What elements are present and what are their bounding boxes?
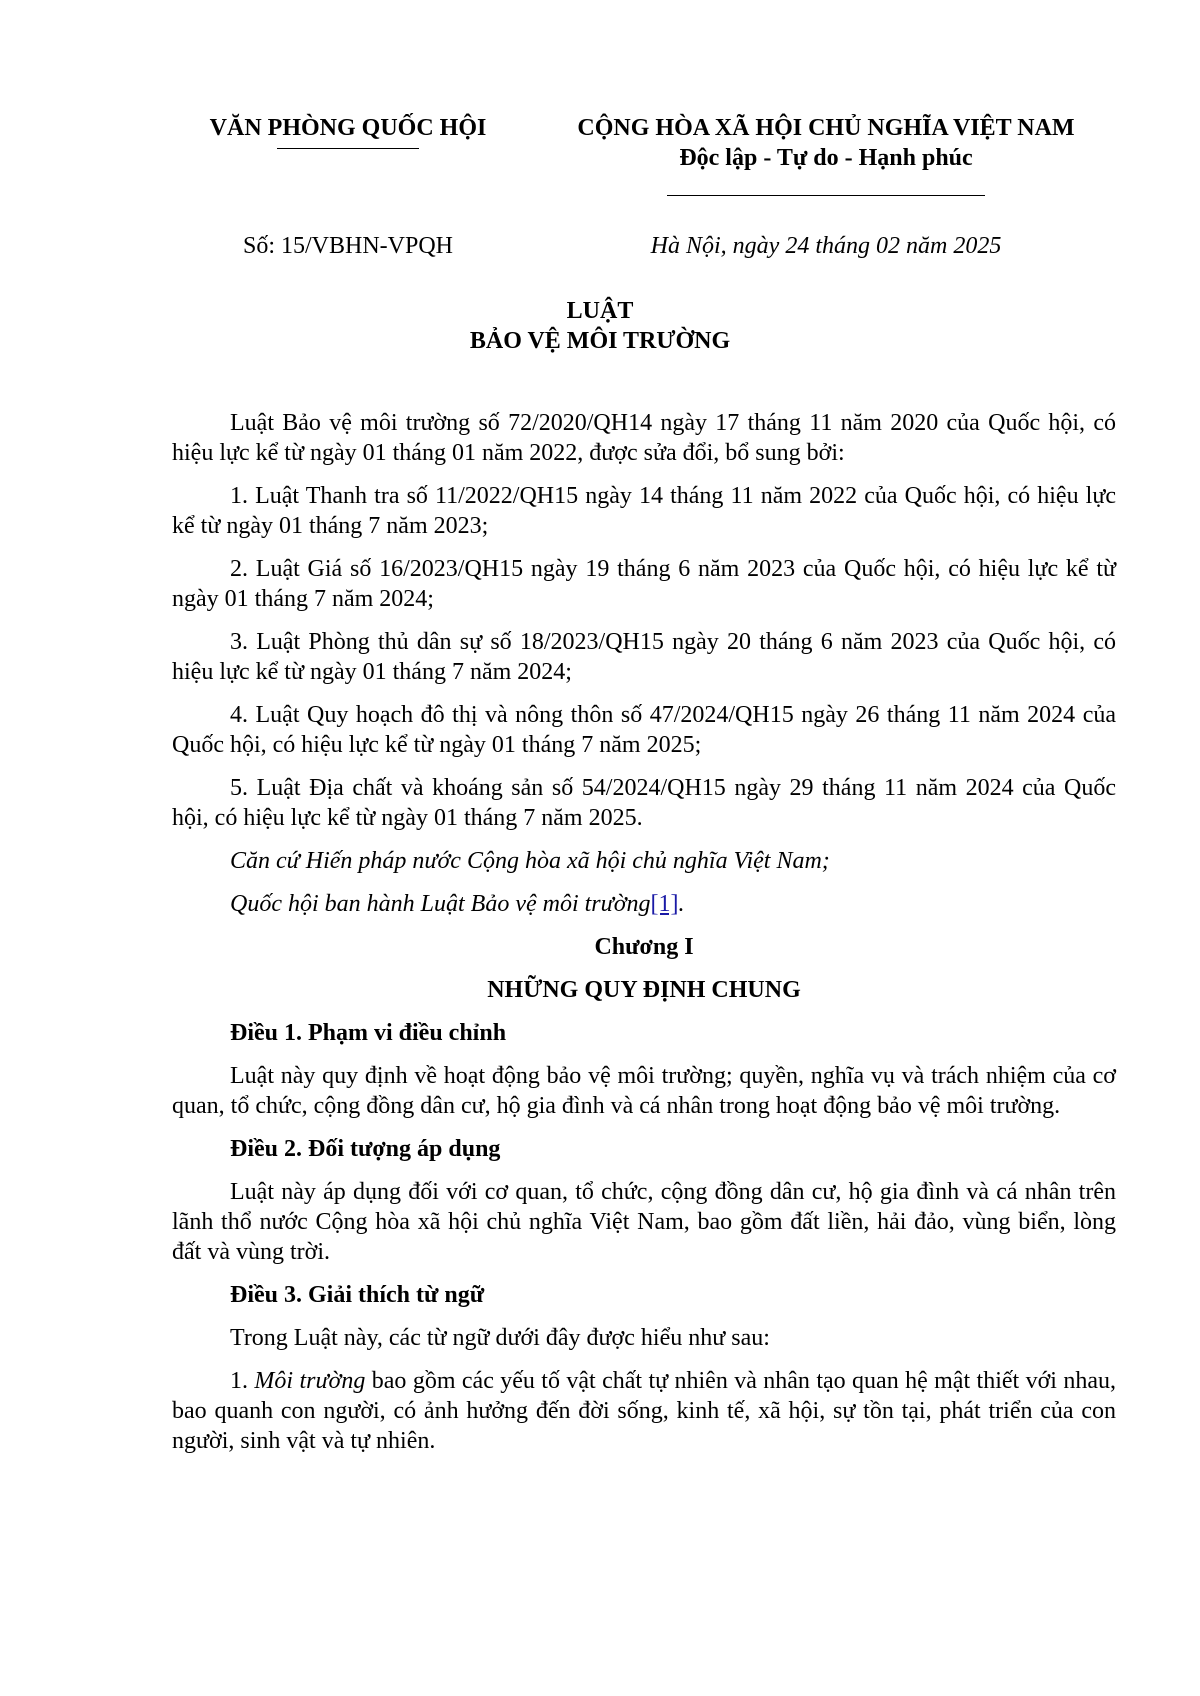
promulgation-text: Quốc hội ban hành Luật Bảo vệ môi trường <box>230 891 651 917</box>
item-number: 1. <box>230 1368 255 1394</box>
promulgation-end: . <box>678 891 685 917</box>
agency-underline <box>277 148 419 149</box>
promulgation-statement <box>172 889 1116 919</box>
article-2-text: Luật này áp dụng đối với cơ quan, tổ chức, cộng đồng dân cư, hộ gia đình và cá nhân trên lãnh thổ nước Cộng hòa xã hội chủ nghĩa Việt Nam, bao gồm đất liền, hải đảo, vùng biển, lòng đất và vùng trời. <box>172 1179 1116 1265</box>
national-motto-block <box>540 113 1112 196</box>
document-title-block <box>0 296 1200 356</box>
amendment-item: 4. Luật Quy hoạch đô thị và nông thôn số 47/2024/QH15 ngày 26 tháng 11 năm 2024 của Quốc hội, có hiệu lực kể từ ngày 01 tháng 7 năm 2025; <box>172 702 1116 758</box>
document-number: Số: 15/VBHN-VPQH <box>242 233 454 259</box>
motto-underline <box>667 195 985 196</box>
document-name: BẢO VỆ MÔI TRƯỜNG <box>469 328 731 354</box>
defined-term: Môi trường <box>254 1368 366 1394</box>
definition-text: bao gồm các yếu tố vật chất tự nhiên và nhân tạo quan hệ mật thiết với nhau, bao quanh con người, có ảnh hưởng đến đời sống, kinh tế, xã hội, sự tồn tại, phát triển của con người, sinh vật và tự nhiên. <box>172 1368 1116 1454</box>
legal-basis: Căn cứ Hiến pháp nước Cộng hòa xã hội chủ nghĩa Việt Nam; <box>230 848 830 874</box>
issuing-agency: VĂN PHÒNG QUỐC HỘI <box>209 115 487 141</box>
intro-paragraph: Luật Bảo vệ môi trường số 72/2020/QH14 ngày 17 tháng 11 năm 2020 của Quốc hội, có hiệu lực kể từ ngày 01 tháng 01 năm 2022, được sửa đổi, bổ sung bởi: <box>172 410 1116 466</box>
amendment-item: 2. Luật Giá số 16/2023/QH15 ngày 19 tháng 6 năm 2023 của Quốc hội, có hiệu lực kể từ ngày 01 tháng 7 năm 2024; <box>172 556 1116 612</box>
document-header <box>0 113 1200 278</box>
footnote-link[interactable]: [1] <box>650 891 679 917</box>
chapter-title: NHỮNG QUY ĐỊNH CHUNG <box>487 977 801 1003</box>
chapter-number: Chương I <box>594 934 694 960</box>
amendment-item: 3. Luật Phòng thủ dân sự số 18/2023/QH15 ngày 20 tháng 6 năm 2023 của Quốc hội, có hiệu lực kể từ ngày 01 tháng 7 năm 2024; <box>172 629 1116 685</box>
article-3-heading: Điều 3. Giải thích từ ngữ <box>230 1282 485 1308</box>
article-3-intro: Trong Luật này, các từ ngữ dưới đây được hiểu như sau: <box>230 1325 770 1351</box>
amendment-item: 5. Luật Địa chất và khoáng sản số 54/2024/QH15 ngày 29 tháng 11 năm 2024 của Quốc hội, có hiệu lực kể từ ngày 01 tháng 7 năm 2025. <box>172 775 1116 831</box>
issuing-agency-block <box>178 113 518 149</box>
document-type: LUẬT <box>566 298 634 324</box>
article-1-text: Luật này quy định về hoạt động bảo vệ môi trường; quyền, nghĩa vụ và trách nhiệm của cơ quan, tổ chức, cộng đồng dân cư, hộ gia đình và cá nhân trong hoạt động bảo vệ môi trường. <box>172 1063 1116 1119</box>
national-motto: Độc lập - Tự do - Hạnh phúc <box>679 145 973 171</box>
article-1-heading: Điều 1. Phạm vi điều chỉnh <box>230 1020 507 1046</box>
article-3-item-1 <box>172 1366 1116 1456</box>
amendment-item: 1. Luật Thanh tra số 11/2022/QH15 ngày 14 tháng 11 năm 2022 của Quốc hội, có hiệu lực kể từ ngày 01 tháng 7 năm 2023; <box>172 483 1116 539</box>
place-date: Hà Nội, ngày 24 tháng 02 năm 2025 <box>650 233 1002 259</box>
document-body <box>172 408 1116 1469</box>
national-title: CỘNG HÒA XÃ HỘI CHỦ NGHĨA VIỆT NAM <box>577 115 1075 141</box>
article-2-heading: Điều 2. Đối tượng áp dụng <box>230 1136 501 1162</box>
